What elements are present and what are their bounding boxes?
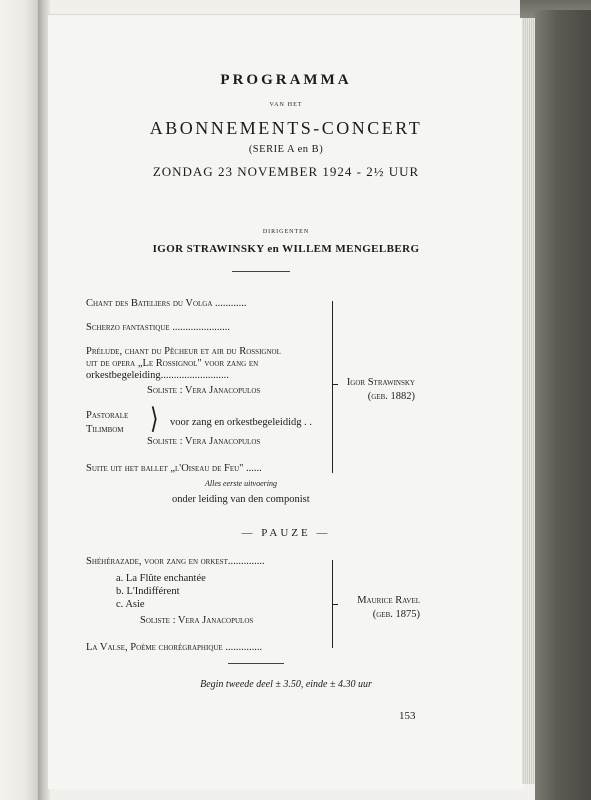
brace-part1: [326, 301, 333, 473]
item-tilimbom: Tilimbom: [86, 424, 124, 435]
serie-label: (SERIE A en B): [248, 144, 324, 155]
page-number: 153: [399, 710, 416, 722]
van-het-label: van het: [269, 99, 303, 108]
composer-strawinsky-years: (geb. 1882): [367, 391, 415, 402]
item-prelude-line3: orkestbegeleiding..........................: [86, 370, 229, 381]
divider-top: [232, 271, 290, 272]
composer-strawinsky: Igor Strawinsky: [346, 377, 415, 388]
composer-ravel-years: (geb. 1875): [372, 609, 420, 620]
program-title: PROGRAMMA: [220, 72, 352, 88]
concert-date: ZONDAG 23 NOVEMBER 1924 - 2½ UUR: [152, 164, 420, 179]
soliste-3: Soliste : Vera Janacopulos: [140, 615, 254, 626]
leiding-line: onder leiding van den componist: [172, 494, 310, 505]
item-volga: Chant des Bateliers du Volga ............: [86, 298, 247, 309]
times-line: Begin tweede deel ± 3.50, einde ± 4.30 uur: [200, 679, 372, 690]
brace-part2-tick: [332, 604, 338, 605]
book-cover: [535, 10, 591, 800]
concert-title: ABONNEMENTS-CONCERT: [149, 118, 423, 138]
brace-part1-tick: [332, 384, 338, 385]
page-edges: [522, 16, 536, 784]
item-sub-c: c. Asie: [116, 599, 145, 610]
item-scherzo: Scherzo fantastique ......................: [86, 322, 230, 333]
item-sub-b: b. L'Indifférent: [116, 586, 180, 597]
item-prelude-line2: uit de opera „Le Rossignol" voor zang en: [86, 358, 259, 369]
conductors-label: dirigenten: [262, 226, 310, 235]
premiere-note: Alles eerste uitvoering: [205, 479, 277, 488]
pauze-label: — PAUZE —: [241, 527, 331, 539]
composer-ravel: Maurice Ravel: [357, 595, 420, 606]
item-scheherazade: Shéhérazade, voor zang en orkest..............: [86, 556, 265, 567]
item-valse: La Valse, Poème chorégraphique ..............: [86, 642, 263, 653]
small-brace: ⟩: [150, 402, 159, 435]
soliste-2: Soliste : Vera Janacopulos: [147, 436, 261, 447]
pastorale-description: voor zang en orkestbegeleididg . .: [170, 417, 312, 428]
item-suite: Suite uit het ballet „l'Oiseau de Feu" ......: [86, 463, 262, 474]
divider-bottom: [228, 663, 284, 664]
item-sub-a: a. La Flûte enchantée: [116, 573, 206, 584]
item-prelude: Prélude, chant du Pêcheur et air du Rossignol: [86, 346, 281, 357]
soliste-1: Soliste : Vera Janacopulos: [147, 385, 261, 396]
conductors-names: IGOR STRAWINSKY en WILLEM MENGELBERG: [152, 243, 420, 255]
item-pastorale: Pastorale: [86, 410, 129, 421]
